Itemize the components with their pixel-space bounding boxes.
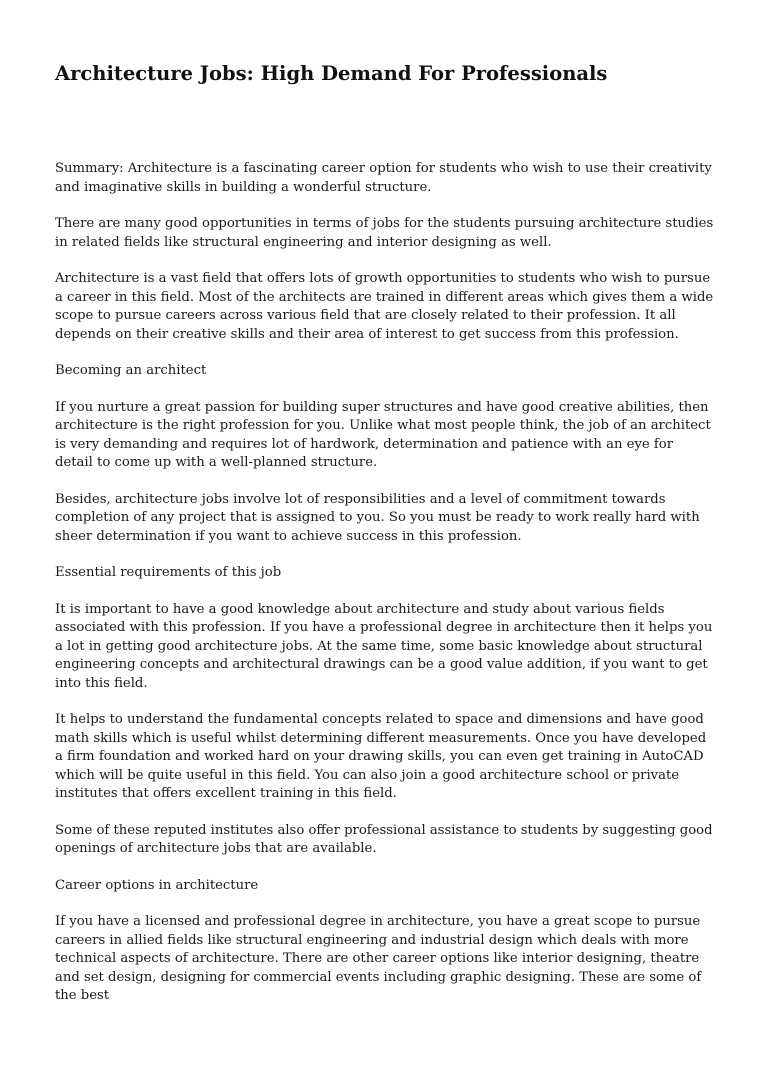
section-heading-career-options: Career options in architecture: [55, 877, 259, 893]
document-body: [55, 160, 715, 1024]
paragraph-responsibilities: Besides, architecture jobs involve lot of responsibilities and a level of commitment towards completion of any project that is assigned to you. So you must be ready to work really hard with sheer determination if you want to achieve success in this profession.: [55, 491, 700, 544]
document-title: Architecture Jobs: High Demand For Professionals: [55, 62, 608, 85]
section-heading-essential-requirements: Essential requirements of this job: [55, 565, 282, 580]
paragraph-institutes: Some of these reputed institutes also offer professional assistance to students by suggesting good openings of architecture jobs that are available.: [55, 822, 713, 856]
paragraph-knowledge: It is important to have a good knowledge about architecture and study about various fields associated with this profession. If you have a professional degree in architecture then it helps you a lot in getting good architecture jobs. At the same time, some basic knowledge about structural engineering concepts and architectural drawings can be a good value addition, if you want to get into this field.: [55, 601, 713, 691]
section-heading-becoming-architect: Becoming an architect: [55, 363, 207, 378]
paragraph-passion: If you nurture a great passion for building super structures and have good creative abilities, then architecture is the right profession for you. Unlike what most people think, the job of an architect is very demanding and requires lot of hardwork, determination and patience with an eye for detail to come up with a well-planned structure.: [55, 399, 711, 470]
paragraph-summary: Summary: Architecture is a fascinating career option for students who wish to use their creativity and imaginative skills in building a wonderful structure.: [55, 161, 712, 195]
paragraph-fundamentals: It helps to understand the fundamental concepts related to space and dimensions and have good math skills which is useful whilst determining different measurements. Once you have developed a firm foundation and worked hard on your drawing skills, you can even get training in AutoCAD which will be quite useful in this field. You can also join a good architecture school or private institutes that offers excellent training in this field.: [55, 712, 707, 801]
paragraph-vast-field: Architecture is a vast field that offers lots of growth opportunities to students who wish to pursue a career in this field. Most of the architects are trained in different areas which gives them a wide scope to pursue careers across various field that are closely related to their profession. It all depends on their creative skills and their area of interest to get success from this profession.: [55, 271, 714, 342]
paragraph-licensed-degree: If you have a licensed and professional degree in architecture, you have a great scope to pursue careers in allied fields like structural engineering and industrial design which deals with more technical aspects of architecture. There are other career options like interior designing, theatre and set design, designing for commercial events including graphic designing. These are some of the best: [55, 914, 702, 1003]
paragraph-opportunities: There are many good opportunities in terms of jobs for the students pursuing architecture studies in related fields like structural engineering and interior designing as well.: [55, 216, 714, 250]
